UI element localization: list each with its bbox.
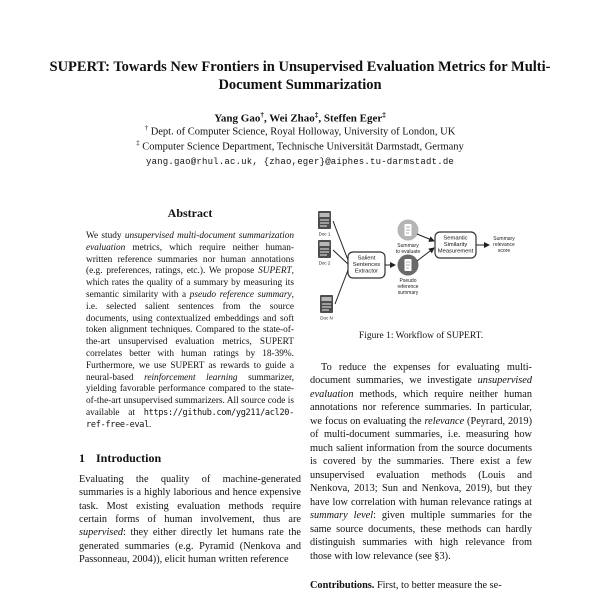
right-column bbox=[310, 196, 532, 593]
extractor-label-3: Extractor bbox=[354, 268, 379, 275]
output-score-label-1: Summary bbox=[493, 236, 515, 242]
two-column-body bbox=[79, 196, 532, 593]
figure-caption: Figure 1: Workflow of SUPERT. bbox=[358, 331, 484, 341]
pseudo-ref-label-1: Pseudo bbox=[399, 278, 417, 284]
pseudo-ref-label-3: summary bbox=[397, 290, 419, 296]
section-number: 1 bbox=[79, 450, 85, 465]
output-score-label-2: relevance bbox=[493, 242, 515, 248]
line-docn-extractor bbox=[335, 270, 348, 304]
pseudo-ref-label-2: reference bbox=[397, 284, 419, 290]
affiliation-line-2: ‡ Computer Science Department, Technische Universität Darmstadt, Germany bbox=[136, 139, 464, 153]
authors-line: Yang Gao†, Wei Zhao‡, Steffen Eger‡ bbox=[214, 110, 386, 125]
doc-icon-2 bbox=[318, 240, 331, 258]
extractor-label-1: Salient bbox=[357, 255, 376, 262]
email-line: yang.gao@rhul.ac.uk, {zhao,eger}@aiphes.tu-darmstadt.de bbox=[145, 157, 455, 168]
abstract-text: We study unsupervised multi-document summarization evaluation metrics, which require neither human-written reference summaries nor human annotations (e.g. preferences, ratings, etc.). We propose SUPERT, which rates the quality of a summary by measuring its semantic similarity with a pseudo reference summary, i.e. selected salient sentences from the source documents, using contextualized embeddings and soft token alignment techniques. Compared to the state-of-the-art unsupervised evaluation metrics, SUPERT correlates better with human ratings by 18-39%. Furthermore, we use SUPERT as rewards to guide a neural-based reinforcement learning summarizer, yielding favorable performance compared to the state-of-the-art unsupervised summarizers. All source code is available at https://github.com/yg211/acl20-ref-free-eval. bbox=[86, 231, 294, 430]
section-heading-introduction bbox=[79, 451, 301, 466]
doc-label-1: Doc 1 bbox=[318, 231, 331, 237]
doc-icon-1 bbox=[318, 211, 331, 229]
summary-eval-label-2: to evaluate bbox=[395, 249, 421, 255]
abstract-heading: Abstract bbox=[167, 206, 213, 220]
doc-icon-n bbox=[320, 295, 333, 313]
contributions-paragraph: Contributions. First, to better measure the se- bbox=[310, 580, 502, 592]
left-column bbox=[79, 196, 301, 593]
similarity-label-3: Measurement bbox=[437, 248, 474, 255]
doc-label-2: Doc 2 bbox=[318, 260, 331, 266]
section-title: Introduction bbox=[96, 450, 162, 465]
similarity-label-2: Similarity bbox=[443, 242, 468, 248]
page-header bbox=[0, 58, 600, 167]
line-summary-similarity bbox=[417, 234, 434, 241]
intro-paragraph: Evaluating the quality of machine-generated summaries is a highly laborious and hence expensive task. Most existing evaluation methods require certain forms of human involvement, thus are supervised: they either directly let humans rate the generated summaries (e.g. Pyramid (Nenkova and Passonneau, 2004)), elicit human written reference bbox=[79, 473, 301, 566]
extractor-label-2: Sentences bbox=[352, 262, 381, 268]
line-doc2-extractor bbox=[333, 250, 348, 264]
output-score-label-3: score bbox=[497, 248, 511, 254]
affiliation-line-1: † Dept. of Computer Science, Royal Holloway, University of London, UK bbox=[144, 125, 456, 138]
figure-1 bbox=[310, 202, 532, 341]
paragraph-to-reduce: To reduce the expenses for evaluating multi-document summaries, we investigate unsupervised evaluation methods, which require neither human annotations nor reference summaries. In particular, we focus on evaluating the relevance (Peyrard, 2019) of multi-document summaries, i.e. measuring how much salient information from the source documents is covered by the summaries. There exist a few unsupervised evaluation methods (Louis and Nenkova, 2013; Sun and Nenkova, 2019), but they have low correlation with human relevance ratings at summary level: given multiple summaries for the same source documents, these methods can hardly distinguish summaries with high relevance from those with low relevance (see §3). bbox=[310, 362, 532, 562]
summary-to-evaluate-circle bbox=[398, 220, 419, 241]
pseudo-reference-circle bbox=[398, 255, 419, 276]
paper-title: SUPERT: Towards New Frontiers in Unsupervised Evaluation Metrics for Multi-Document Summarization bbox=[49, 59, 551, 94]
workflow-diagram bbox=[310, 202, 532, 322]
line-doc1-extractor bbox=[333, 221, 348, 260]
similarity-label-1: Semantic bbox=[443, 235, 468, 242]
summary-eval-label-1: Summary bbox=[397, 243, 419, 249]
doc-label-n: Doc N bbox=[320, 315, 333, 321]
